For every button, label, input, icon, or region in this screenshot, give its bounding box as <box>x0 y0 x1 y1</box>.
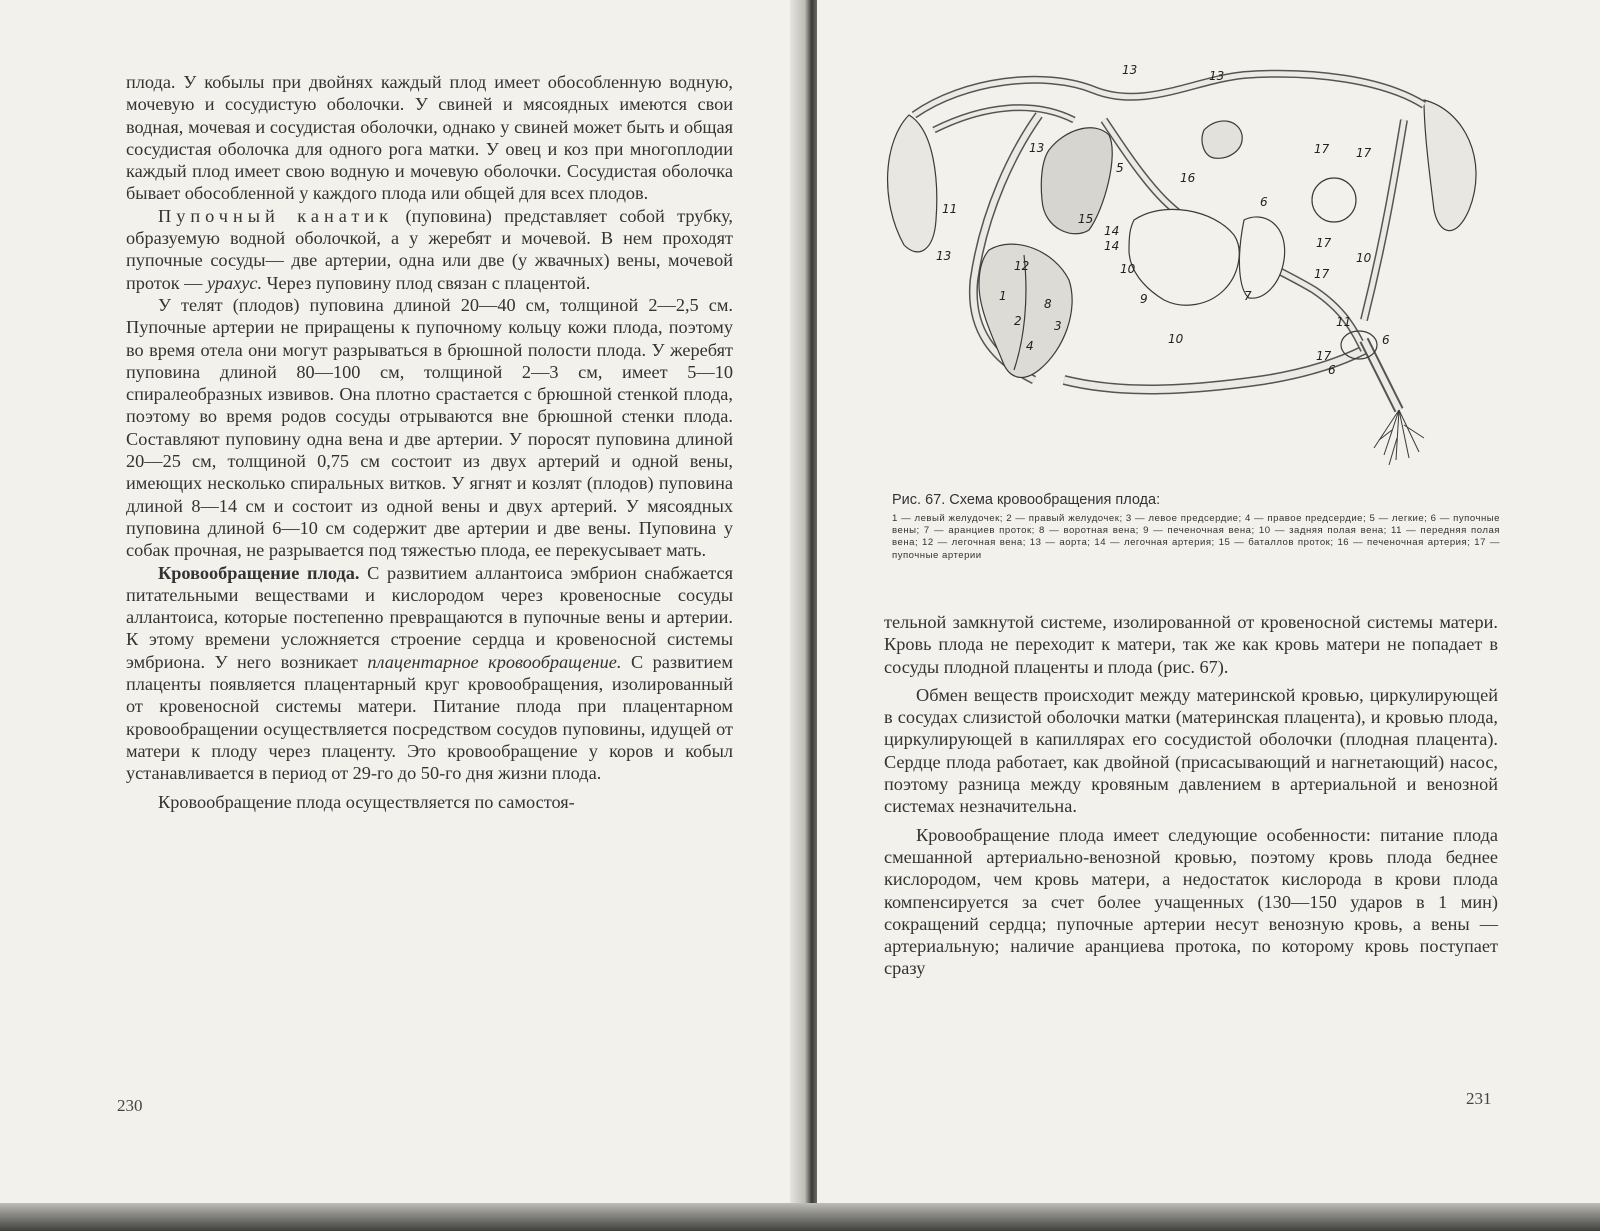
placental-branches <box>1374 410 1424 465</box>
circulation-diagram <box>864 60 1514 475</box>
page-number-left: 230 <box>117 1096 143 1115</box>
figure-label: 5 <box>1116 161 1124 175</box>
italic-term: плацентарное кровообращение. <box>367 651 622 672</box>
figure-label: 10 <box>1356 251 1372 265</box>
left-placenta <box>888 115 937 252</box>
book-spine <box>790 0 817 1211</box>
paragraph: Кровообращение плода осуществляется по самостоя- <box>158 791 575 812</box>
figure-label: 2 <box>1014 314 1022 328</box>
page-bottom-edge <box>0 1203 1600 1231</box>
figure-label: 4 <box>1026 339 1034 353</box>
paragraph: Обмен веществ происходит между материнской кровью, циркулирующей в сосудах слизистой оболочки матки (материнская плацента), и кровью плода, циркулирующей в капиллярах его сосудистой оболочки (плодная плацента). Сердце плода работает, как двойной (присасывающий и нагнетающий) насос, поэтому разница между кровяным давлением в артериальной и венозной системах незначительна. <box>884 684 1498 817</box>
figure-label: 12 <box>1014 259 1030 273</box>
umbilical-cord-inner <box>1364 340 1399 410</box>
figure-label: 16 <box>1180 171 1196 185</box>
figure-label: 6 <box>1328 363 1336 377</box>
left-page-text <box>126 71 733 813</box>
figure-label: 8 <box>1044 297 1052 311</box>
figure-label: 1 <box>999 289 1007 303</box>
liver <box>1129 209 1239 305</box>
caption-legend: 1 — левый желудочек; 2 — правый желудочек; 3 — левое предсердие; 4 — правое предсердие; 5 — легкие; 6 — пупочные вены; 7 — аранциев проток; 8 — воротная вена; 9 — печеночная вена; 10 — задняя полая вена; 11 — передняя полая вена; 12 — легочная вена; 13 — аорта; 14 — легочная артерия; 15 — баталлов проток; 16 — печеночная артерия; 17 — пупочные артерии <box>892 513 1500 561</box>
figure-label: 14 <box>1104 239 1120 253</box>
paragraph-tail: Через пуповину плод связан с плацентой. <box>262 272 591 293</box>
figure-label: 17 <box>1356 146 1372 160</box>
italic-term: урахус. <box>207 272 263 293</box>
figure-label: 17 <box>1314 267 1330 281</box>
paragraph-body: (пуповина) представляет собой трубку, образуемую водной оболочкой, а у жеребят и мочевой. В нем проходят пупочные сосуды— две артерии, одна или две (у жвачных) вены, мочевой проток — <box>126 205 733 293</box>
figure-label: 6 <box>1260 195 1268 209</box>
section-heading: Кровообращение плода. <box>158 562 360 583</box>
figure-label: 17 <box>1314 142 1330 156</box>
paragraph <box>126 562 733 785</box>
figure-label: 3 <box>1054 319 1062 333</box>
paragraph-body: С развитием аллантоиса эмбрион снабжается питательными веществами и кислородом через кровеносные сосуды аллантоиса, которые постепенно превращаются в пупочные вены и артерии. К этому времени усложняется строение сердца и кровеносной системы эмбриона. У него возникает <box>126 562 733 672</box>
figure-label: 10 <box>1120 262 1136 276</box>
bladder <box>1312 178 1356 222</box>
lung <box>1041 128 1112 234</box>
figure-label: 17 <box>1316 236 1332 250</box>
figure-label: 13 <box>1029 141 1045 155</box>
page-number-right: 231 <box>1466 1089 1492 1108</box>
figure-label: 11 <box>1336 315 1352 329</box>
figure-label: 7 <box>1244 289 1252 303</box>
circulation-diagram-svg <box>864 60 1514 475</box>
caption-title: Рис. 67. Схема кровообращения плода: <box>892 492 1161 508</box>
figure-label: 10 <box>1168 332 1184 346</box>
liver-lobe <box>1239 217 1284 298</box>
figure-caption <box>892 491 1500 562</box>
figure-label: 11 <box>942 202 958 216</box>
figure-label: 17 <box>1316 349 1332 363</box>
figure-label: 15 <box>1078 212 1094 226</box>
figure-label: 13 <box>936 249 952 263</box>
figure-label: 13 <box>1122 63 1138 77</box>
figure-label: 13 <box>1209 69 1225 83</box>
term-heading: Пупочный канатик <box>158 205 394 226</box>
right-page-text <box>884 611 1498 980</box>
paragraph <box>126 205 733 294</box>
intestine <box>1202 121 1242 158</box>
figure-label: 6 <box>1382 333 1390 347</box>
right-placenta <box>1424 100 1476 231</box>
paragraph: тельной замкнутой системе, изолированной от кровеносной системы матери. Кровь плода не переходит к матери, так же как кровь матери не попадает в сосуды плодной плаценты и плода (рис. 67). <box>884 612 1498 677</box>
figure-label: 9 <box>1140 292 1148 306</box>
paragraph: Кровообращение плода имеет следующие особенности: питание плода смешанной артериально-венозной кровью, поэтому кровь плода беднее кислородом, чем кровь матери, а недостаток кислорода в крови плода компенсируется за счет более учащенных (130—150 ударов в 1 мин) сокращений сердца; пупочные артерии несут венозную кровь, а вены — артериальную; наличие аранциева протока, по которому кровь поступает сразу <box>884 824 1498 979</box>
paragraph-tail: С развитием плаценты появляется плацентарный круг кровообращения, изолированный от кровеносной системы матери. Питание плода при плацентарном кровообращении осуществляется посредством сосудов пуповины, идущей от матери к плоду через плаценту. Это кровообращение у коров и кобыл устанавливается в период от 29-го до 50-го дня жизни плода. <box>126 651 733 784</box>
paragraph: У телят (плодов) пуповина длиной 20—40 см, толщиной 2—2,5 см. Пупочные артерии не приращены к пупочному кольцу кожи плода, поэтому во время отела они могут разрываться в брюшной полости плода. У жеребят пуповина длиной 80—100 см, толщиной 2—3 см, имеет 5—10 спиралеобразных извивов. Она плотно срастается с брюшной стенкой плода, поэтому во время родов сосуды отрываются вне брюшной стенки плода. Составляют пуповину одна вена и две артерии. У поросят пуповина длиной 20—25 см, толщиной 0,75 см состоит из двух артерий и одной вены, имеющих несколько спиральных витков. У ягнят и козлят (плодов) пуповина длиной 8—14 см и состоит из одной вены и двух артерий. У мясоядных пуповина длиной 6—10 см содержит две артерии и две вены. Пуповина у собак прочная, не разрывается под тяжестью плода, ее перекусывает мать. <box>126 294 733 561</box>
figure-label: 14 <box>1104 224 1120 238</box>
paragraph: плода. У кобылы при двойнях каждый плод имеет обособленную водную, мочевую и сосудистую оболочки. У свиней и мясоядных имеются свои водная, мочевая и сосудистая оболочки, однако у свиней может быть и общая сосудистая оболочка для одного рога матки. У овец и коз при многоплодии каждый плод имеет свою водную и мочевую оболочки. Сосудистая оболочка бывает обособленной у каждого плода или общей для всех плодов. <box>126 72 733 204</box>
